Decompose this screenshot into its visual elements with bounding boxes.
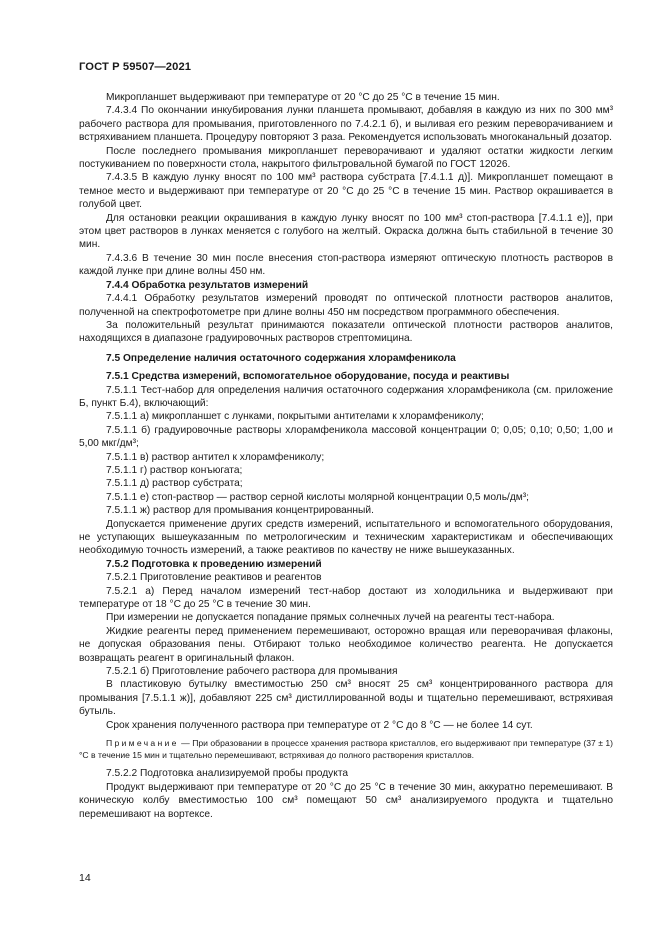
paragraph: 7.5.2.1 а) Перед началом измерений тест-набор достают из холодильника и выдерживают при температуре от 18 °С до 25 °С в течение 30 мин. [79, 585, 613, 611]
list-item: 7.5.1.1 г) раствор конъюгата; [106, 464, 243, 476]
note [79, 738, 613, 761]
document-body [79, 91, 613, 821]
paragraph: Допускается применение других средств измерений, испытательного и вспомогательного оборудования, не уступающих вышеуказанным по метрологическим и техническим характеристикам и обеспечивающих необходимую точность измерений, а также реактивов по качеству не ниже вышеуказанных. [79, 518, 613, 557]
paragraph: Жидкие реагенты перед применением перемешивают, осторожно вращая или переворачивая флаконы, не допуская образования пены. Отбирают только необходимое количество реагента. Не допускается возвращать реагент в оригинальный флакон. [79, 625, 613, 664]
list-item: 7.5.1.1 а) микропланшет с лунками, покрытыми антителами к хлорамфениколу; [106, 411, 484, 423]
section-heading: 7.5 Определение наличия остаточного содержания хлорамфеникола [106, 352, 456, 364]
paragraph: 7.4.3.6 В течение 30 мин после внесения стоп-раствора измеряют оптическую плотность растворов в каждой лунке при длине волны 450 нм. [79, 252, 613, 278]
paragraph: 7.5.2.1 б) Приготовление рабочего раствора для промывания [106, 666, 398, 678]
paragraph: В пластиковую бутылку вместимостью 250 см³ вносят 25 см³ концентрированного раствора для промывания [7.5.1.1 ж)], добавляют 225 см³ дистиллированной воды и тщательно перемешивают, встряхивая бутыль. [79, 679, 613, 718]
paragraph: Срок хранения полученного раствора при температуре от 2 °С до 8 °С — не более 14 сут. [106, 719, 533, 731]
paragraph: 7.5.2.2 Подготовка анализируемой пробы продукта [106, 768, 349, 780]
paragraph: 7.4.4.1 Обработку результатов измерений проводят по оптической плотности растворов аналитов, полученной на спектрофотометре при длине волны 450 нм посредством программного обеспечения. [79, 293, 613, 318]
paragraph: При измерении не допускается попадание прямых солнечных лучей на реагенты тест-набора. [106, 612, 555, 624]
note-label: Примечание [106, 738, 179, 749]
list-item: 7.5.1.1 ж) раствор для промывания концентрированный. [106, 505, 374, 517]
document-header: ГОСТ Р 59507—2021 [79, 61, 192, 73]
note-text: — При образовании в процессе хранения раствора кристаллов, его выдерживают при температуре (37 ± 1) °С в течение 15 мин и тщательно перемешивают, встряхивая до полного растворения кристаллов. [79, 738, 613, 760]
subsection-heading: 7.4.4 Обработка результатов измерений [106, 279, 309, 291]
paragraph: 7.5.1.1 Тест-набор для определения наличия остаточного содержания хлорамфеникола (см. приложение Б, пункт Б.4), включающий: [79, 384, 613, 409]
subsection-heading: 7.5.2 Подготовка к проведению измерений [106, 558, 322, 570]
list-item: 7.5.1.1 е) стоп-раствор — раствор серной кислоты молярной концентрации 0,5 моль/дм³; [106, 491, 530, 503]
paragraph: Микропланшет выдерживают при температуре от 20 °С до 25 °С в течение 15 мин. [106, 92, 500, 103]
paragraph: Для остановки реакции окрашивания в каждую лунку вносят по 100 мм³ стоп-раствора [7.4.1.1 е)], при этом цвет растворов в лунках меняется с голубого на желтый. Окраска должна быть стабильной в течение 30 мин. [79, 212, 613, 251]
list-item: 7.5.1.1 б) градуировочные растворы хлорамфеникола массовой концентрации 0; 0,05; 0,10; 0,50; 1,00 и 5,00 мкг/дм³; [79, 424, 613, 450]
paragraph: После последнего промывания микропланшет переворачивают и удаляют остатки жидкости легким постукиванием по поверхности стола, накрытого фильтровальной бумагой по ГОСТ 12026. [79, 145, 613, 171]
paragraph: 7.4.3.4 По окончании инкубирования лунки планшета промывают, добавляя в каждую из них по 300 мм³ рабочего раствора для промывания, приготовленного по 7.4.2.1 б), и выливая его резким переворачиванием и встряхиванием планшета. Процедуру повторяют 3 раза. Рекомендуется использовать многоканальный дозатор. [79, 105, 613, 144]
paragraph: Продукт выдерживают при температуре от 20 °С до 25 °С в течение 30 мин, аккуратно перемешивают. В коническую колбу вместимостью 100 см³ помещают 50 см³ анализируемого продукта и тщательно перемешивают на вортексе. [79, 781, 613, 820]
page-number: 14 [79, 872, 91, 884]
subsection-heading: 7.5.1 Средства измерений, вспомогательное оборудование, посуда и реактивы [106, 371, 510, 383]
list-item: 7.5.1.1 в) раствор антител к хлорамфениколу; [106, 451, 325, 463]
paragraph: 7.4.3.5 В каждую лунку вносят по 100 мм³ раствора субстрата [7.4.1.1 д)]. Микропланшет помещают в темное место и выдерживают при температуре от 20 °С до 25 °С в течение 15 мин. Раствор окрашивается в голубой цвет. [79, 172, 613, 211]
paragraph: 7.5.2.1 Приготовление реактивов и реагентов [106, 572, 322, 584]
paragraph: За положительный результат принимаются показатели оптической плотности растворов аналитов, находящихся в диапазоне градуировочных растворов стрептомицина. [79, 319, 613, 345]
list-item: 7.5.1.1 д) раствор субстрата; [106, 478, 243, 490]
